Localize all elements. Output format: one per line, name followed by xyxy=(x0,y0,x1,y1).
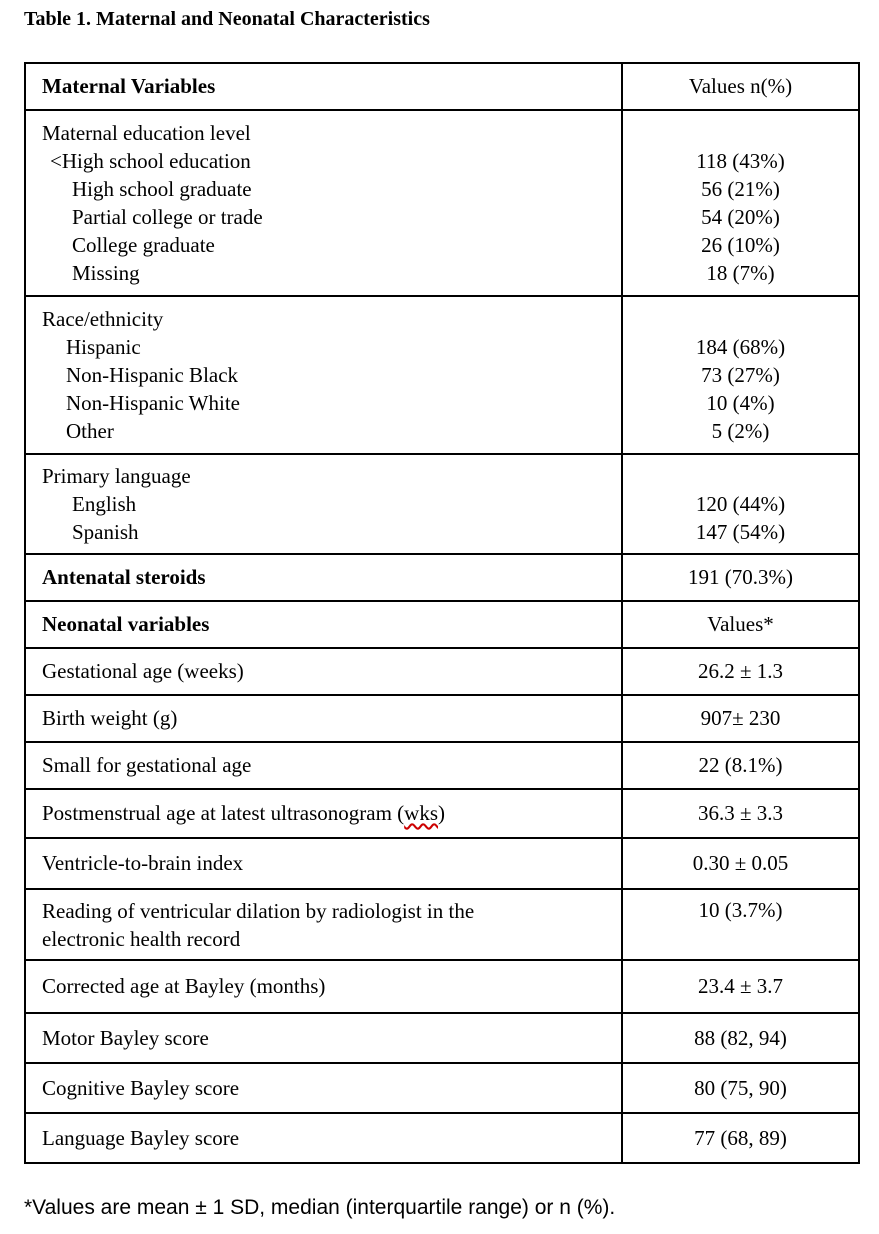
row-label: Birth weight (g) xyxy=(25,695,622,742)
row-label: Cognitive Bayley score xyxy=(25,1063,622,1113)
table-row xyxy=(25,838,859,889)
neonatal-header-label: Neonatal variables xyxy=(25,601,622,648)
list-value: 56 (21%) xyxy=(701,177,780,201)
row-label: Small for gestational age xyxy=(25,742,622,789)
language-values xyxy=(622,454,859,554)
row-label: Motor Bayley score xyxy=(25,1013,622,1063)
language-section xyxy=(25,454,859,554)
race-labels xyxy=(25,296,622,454)
row-label: Antenatal steroids xyxy=(25,554,622,601)
row-label: Ventricle-to-brain index xyxy=(25,838,622,889)
row-value: 77 (68, 89) xyxy=(622,1113,859,1163)
list-item: High school graduate xyxy=(72,177,252,201)
label-line: electronic health record xyxy=(42,926,241,951)
list-value: 73 (27%) xyxy=(701,363,780,387)
list-item: Missing xyxy=(72,261,140,285)
list-value: 147 (54%) xyxy=(695,520,786,544)
table-row xyxy=(25,1113,859,1163)
row-value: 22 (8.1%) xyxy=(622,742,859,789)
list-item: Spanish xyxy=(72,520,139,544)
education-heading: Maternal education level xyxy=(42,121,251,145)
label-part: ) xyxy=(438,801,446,825)
row-value: 907± 230 xyxy=(622,695,859,742)
race-heading: Race/ethnicity xyxy=(42,307,164,331)
language-heading: Primary language xyxy=(42,464,191,488)
table-title: Table 1. Maternal and Neonatal Characteristics xyxy=(24,8,430,30)
maternal-header-value: Values n(%) xyxy=(622,63,859,110)
row-label: Language Bayley score xyxy=(25,1113,622,1163)
maternal-header-row xyxy=(25,63,859,110)
row-label xyxy=(25,789,622,838)
label-line: Reading of ventricular dilation by radiologist in the xyxy=(42,898,475,923)
list-value: 18 (7%) xyxy=(706,261,775,285)
table-row xyxy=(25,1013,859,1063)
list-value: 54 (20%) xyxy=(701,205,780,229)
list-item: English xyxy=(72,492,137,516)
spellcheck-word: wks xyxy=(404,801,439,825)
list-item: Hispanic xyxy=(66,335,141,359)
list-value: 26 (10%) xyxy=(701,233,780,257)
list-item: <High school education xyxy=(50,149,251,173)
neonatal-header-row xyxy=(25,601,859,648)
table-row xyxy=(25,742,859,789)
race-section xyxy=(25,296,859,454)
list-item: Partial college or trade xyxy=(72,205,263,229)
education-section xyxy=(25,110,859,296)
row-value: 191 (70.3%) xyxy=(622,554,859,601)
table-row xyxy=(25,695,859,742)
label-part: Postmenstrual age at latest ultrasonogram ( xyxy=(42,801,405,825)
language-labels xyxy=(25,454,622,554)
row-value: 80 (75, 90) xyxy=(622,1063,859,1113)
table-row xyxy=(25,554,859,601)
list-item: Non-Hispanic Black xyxy=(66,363,239,387)
education-labels xyxy=(25,110,622,296)
list-value: 10 (4%) xyxy=(706,391,775,415)
list-value: 184 (68%) xyxy=(695,335,786,359)
maternal-header-label: Maternal Variables xyxy=(25,63,622,110)
row-value: 23.4 ± 3.7 xyxy=(622,960,859,1013)
education-values xyxy=(622,110,859,296)
row-value: 10 (3.7%) xyxy=(622,889,859,960)
list-value: 120 (44%) xyxy=(695,492,786,516)
row-value: 36.3 ± 3.3 xyxy=(622,789,859,838)
table-row xyxy=(25,1063,859,1113)
row-value: 0.30 ± 0.05 xyxy=(622,838,859,889)
list-item: Non-Hispanic White xyxy=(66,391,240,415)
table-row xyxy=(25,960,859,1013)
table-row xyxy=(25,889,859,960)
list-value: 118 (43%) xyxy=(696,149,785,173)
row-label: Corrected age at Bayley (months) xyxy=(25,960,622,1013)
row-value: 26.2 ± 1.3 xyxy=(622,648,859,695)
footnote: *Values are mean ± 1 SD, median (interquartile range) or n (%). xyxy=(24,1196,616,1219)
neonatal-header-value: Values* xyxy=(622,601,859,648)
list-item: College graduate xyxy=(72,233,215,257)
table-row xyxy=(25,789,859,838)
list-item: Other xyxy=(66,419,114,443)
list-value: 5 (2%) xyxy=(711,419,770,443)
table-row xyxy=(25,648,859,695)
row-label xyxy=(25,889,622,960)
row-value: 88 (82, 94) xyxy=(622,1013,859,1063)
characteristics-table xyxy=(24,62,860,1164)
row-label: Gestational age (weeks) xyxy=(25,648,622,695)
race-values xyxy=(622,296,859,454)
